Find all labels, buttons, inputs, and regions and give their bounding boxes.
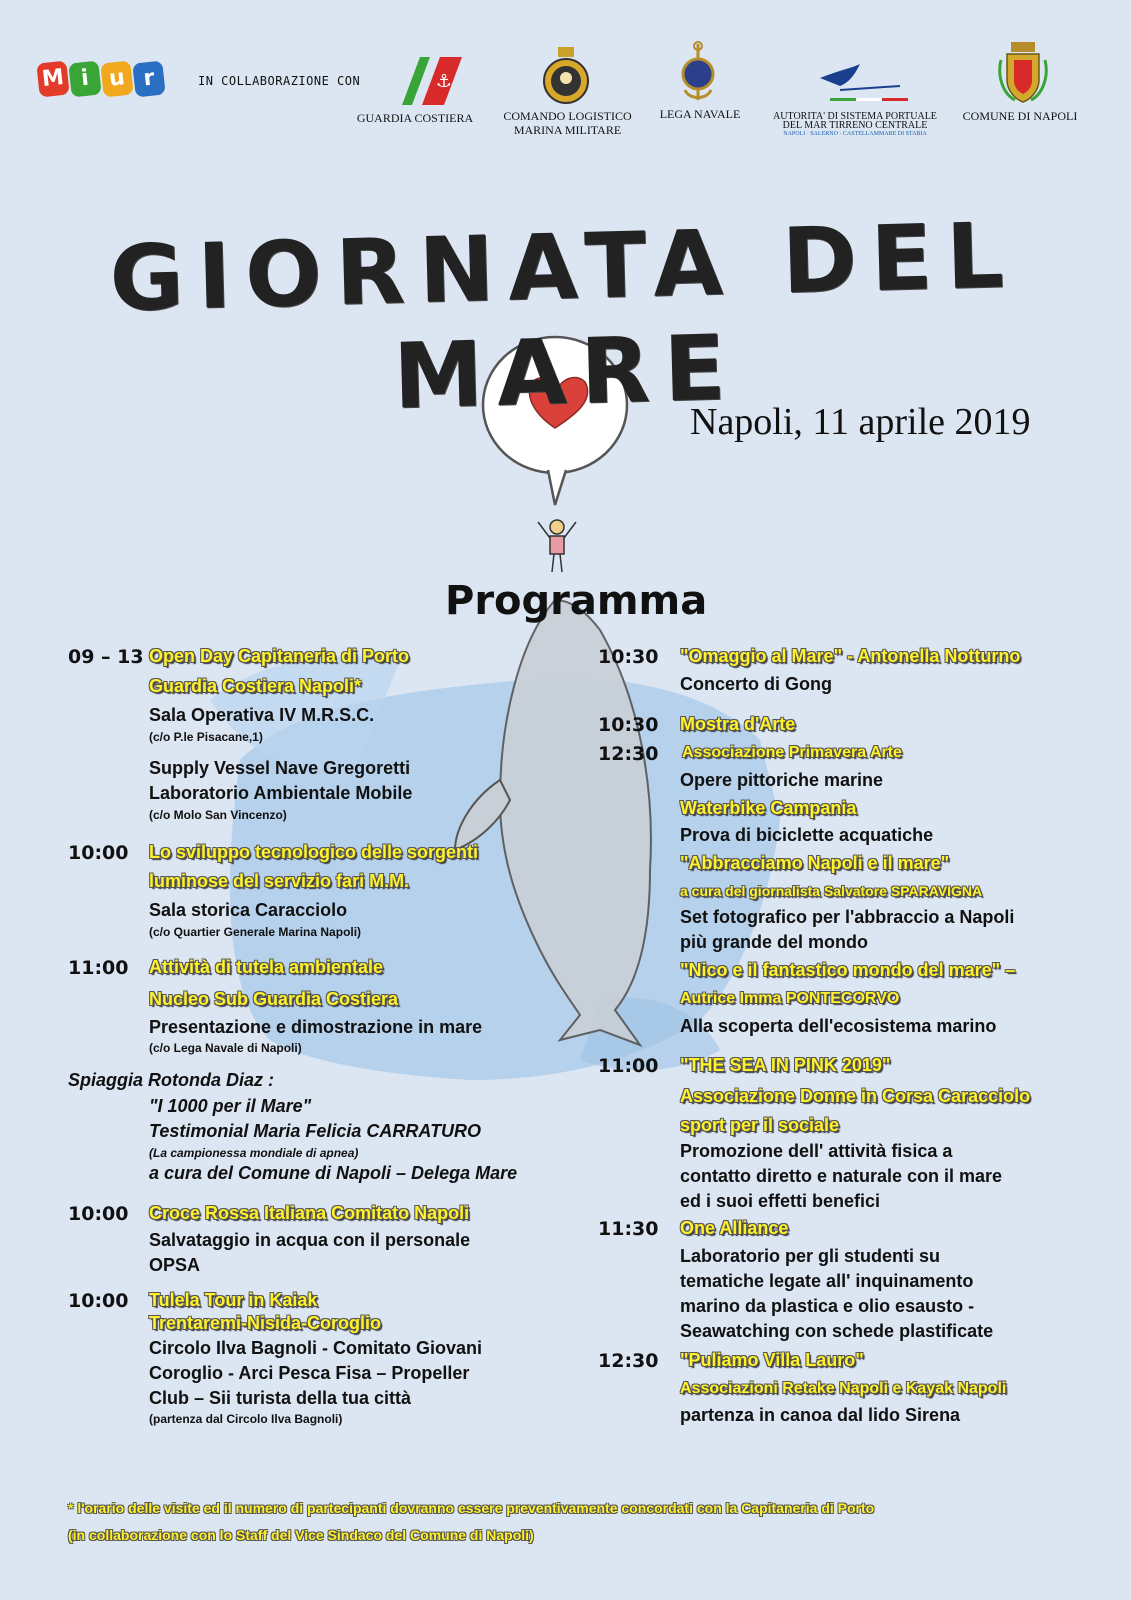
event-text: Coroglio - Arci Pesca Fisa – Propeller bbox=[149, 1363, 470, 1383]
event-text: Prova di biciclette acquatiche bbox=[680, 825, 934, 845]
time-label: 11:30 bbox=[598, 1218, 659, 1240]
time-label: 12:30 bbox=[598, 743, 659, 765]
footer-note: * l'orario delle visite ed il numero di partecipanti dovranno essere preventivamente concordati con la Capitaneria di Porto bbox=[68, 1500, 875, 1516]
miur-letter: i bbox=[68, 61, 101, 98]
event-text: contatto diretto e naturale con il mare bbox=[680, 1166, 1003, 1186]
event-text: Concerto di Gong bbox=[680, 674, 832, 694]
navy-emblem-icon bbox=[540, 45, 592, 105]
time-label: 10:00 bbox=[68, 842, 129, 864]
event-text: Circolo Ilva Bagnoli - Comitato Giovani bbox=[149, 1338, 483, 1358]
event-text: Supply Vessel Nave Gregoretti bbox=[149, 758, 411, 778]
event-highlight: Guardia Costiera Napoli* bbox=[149, 676, 362, 696]
event-text: Promozione dell' attività fisica a bbox=[680, 1141, 953, 1161]
comune-caption: COMUNE DI NAPOLI bbox=[962, 109, 1078, 123]
port-caption-1: AUTORITA' DI SISTEMA PORTUALE bbox=[773, 111, 937, 122]
coast-guard-caption: GUARDIA COSTIERA bbox=[356, 111, 474, 125]
event-highlight: "Nico e il fantastico mondo del mare" – bbox=[680, 960, 1016, 980]
event-date: Napoli, 11 aprile 2019 bbox=[690, 401, 1031, 443]
event-highlight: Associazioni Retake Napoli e Kayak Napoli bbox=[680, 1380, 1007, 1397]
event-highlight: "Abbracciamo Napoli e il mare" bbox=[680, 853, 950, 873]
event-text: Presentazione e dimostrazione in mare bbox=[149, 1017, 483, 1037]
event-highlight: Associazione Primavera Arte bbox=[682, 744, 902, 761]
event-text: "I 1000 per il Mare" bbox=[149, 1096, 312, 1116]
event-text: Seawatching con schede plastificate bbox=[680, 1321, 994, 1341]
event-highlight: Associazione Donne in Corsa Caracciolo bbox=[680, 1086, 1031, 1106]
event-text: a cura del Comune di Napoli – Delega Mare bbox=[149, 1163, 518, 1183]
event-text: Sala Operativa IV M.R.S.C. bbox=[149, 705, 375, 725]
time-label: 10:30 bbox=[598, 646, 659, 668]
event-text: Laboratorio per gli studenti su bbox=[680, 1246, 941, 1266]
port-authority-icon bbox=[800, 60, 910, 106]
event-text: Salvataggio in acqua con il personale bbox=[149, 1230, 471, 1250]
time-label: 10:00 bbox=[68, 1290, 129, 1312]
event-highlight: Croce Rossa Italiana Comitato Napoli bbox=[149, 1203, 470, 1223]
svg-text:⚓: ⚓ bbox=[435, 71, 453, 92]
event-text: marino da plastica e olio esausto - bbox=[680, 1296, 975, 1316]
event-text: Laboratorio Ambientale Mobile bbox=[149, 783, 413, 803]
event-highlight: luminose del servizio fari M.M. bbox=[149, 871, 410, 891]
event-highlight: Autrice Imma PONTECORVO bbox=[680, 990, 900, 1007]
time-label: 10:30 bbox=[598, 714, 659, 736]
anchor-emblem-icon bbox=[675, 40, 721, 104]
time-label: 12:30 bbox=[598, 1350, 659, 1372]
miur-letter: u bbox=[100, 61, 133, 98]
navy-caption-2: MARINA MILITARE bbox=[513, 123, 622, 137]
event-highlight: Trentaremi-Nisida-Coroglio bbox=[149, 1313, 382, 1333]
event-highlight: "THE SEA IN PINK 2019" bbox=[680, 1055, 891, 1075]
page-title: GIORNATA DEL MARE bbox=[108, 203, 1019, 430]
event-note: (c/o Lega Navale di Napoli) bbox=[149, 1041, 302, 1055]
event-highlight: Tulela Tour in Kaiak bbox=[149, 1290, 318, 1310]
time-label: 11:00 bbox=[68, 957, 129, 979]
child-figure bbox=[538, 520, 576, 572]
event-text: Alla scoperta dell'ecosistema marino bbox=[680, 1016, 997, 1036]
event-text: Testimonial Maria Felicia CARRATURO bbox=[149, 1121, 482, 1141]
event-text: tematiche legate all' inquinamento bbox=[680, 1271, 974, 1291]
lega-navale-caption: LEGA NAVALE bbox=[659, 107, 741, 121]
event-highlight: One Alliance bbox=[680, 1218, 789, 1238]
time-label: 09 – 13 bbox=[68, 646, 144, 668]
event-highlight: Mostra d'Arte bbox=[680, 714, 796, 734]
event-note: (partenza dal Circolo Ilva Bagnoli) bbox=[149, 1412, 343, 1426]
miur-letter: M bbox=[36, 61, 69, 98]
coast-guard-icon bbox=[392, 55, 464, 107]
port-caption-3: NAPOLI · SALERNO · CASTELLAMMARE DI STABIA bbox=[783, 131, 927, 137]
miur-logo bbox=[38, 62, 164, 96]
event-highlight: Open Day Capitaneria di Porto bbox=[149, 646, 410, 666]
event-note: (c/o Quartier Generale Marina Napoli) bbox=[149, 925, 362, 939]
event-highlight: "Puliamo Villa Lauro" bbox=[680, 1350, 864, 1370]
programma-heading: Programma bbox=[445, 578, 708, 624]
event-text: Set fotografico per l'abbraccio a Napoli bbox=[680, 907, 1015, 927]
event-note: (c/o Molo San Vincenzo) bbox=[149, 808, 287, 822]
event-highlight: a cura del giornalista Salvatore SPARAVIGNA bbox=[680, 883, 983, 899]
event-highlight: sport per il sociale bbox=[680, 1115, 840, 1135]
navy-caption-1: COMANDO LOGISTICO bbox=[503, 109, 632, 123]
time-label: 11:00 bbox=[598, 1055, 659, 1077]
event-text: più grande del mondo bbox=[680, 932, 868, 952]
collab-text: IN COLLABORAZIONE CON bbox=[198, 74, 361, 88]
event-highlight: "Omaggio al Mare" - Antonella Notturno bbox=[680, 646, 1021, 666]
miur-letter: r bbox=[132, 61, 165, 98]
event-highlight: Nucleo Sub Guardia Costiera bbox=[149, 989, 399, 1009]
time-label: 10:00 bbox=[68, 1203, 129, 1225]
event-text: partenza in canoa dal lido Sirena bbox=[680, 1405, 961, 1425]
event-highlight: Attività di tutela ambientale bbox=[149, 957, 384, 977]
event-note: (c/o P.le Pisacane,1) bbox=[149, 730, 263, 744]
event-text: Opere pittoriche marine bbox=[680, 770, 884, 790]
event-note: (La campionessa mondiale di apnea) bbox=[149, 1146, 359, 1160]
event-highlight: Lo sviluppo tecnologico delle sorgenti bbox=[149, 842, 479, 862]
event-text: Club – Sii turista della tua città bbox=[149, 1388, 412, 1408]
footer-note: (in collaborazione con lo Staff del Vice Sindaco del Comune di Napoli) bbox=[68, 1527, 534, 1543]
city-crest-icon bbox=[995, 40, 1051, 104]
event-highlight: Waterbike Campania bbox=[680, 798, 857, 818]
port-caption-2: DEL MAR TIRRENO CENTRALE bbox=[782, 120, 928, 131]
event-text: Sala storica Caracciolo bbox=[149, 900, 348, 920]
event-text: ed i suoi effetti benefici bbox=[680, 1191, 881, 1211]
location-heading: Spiaggia Rotonda Diaz : bbox=[68, 1070, 275, 1090]
event-text: OPSA bbox=[149, 1255, 201, 1275]
